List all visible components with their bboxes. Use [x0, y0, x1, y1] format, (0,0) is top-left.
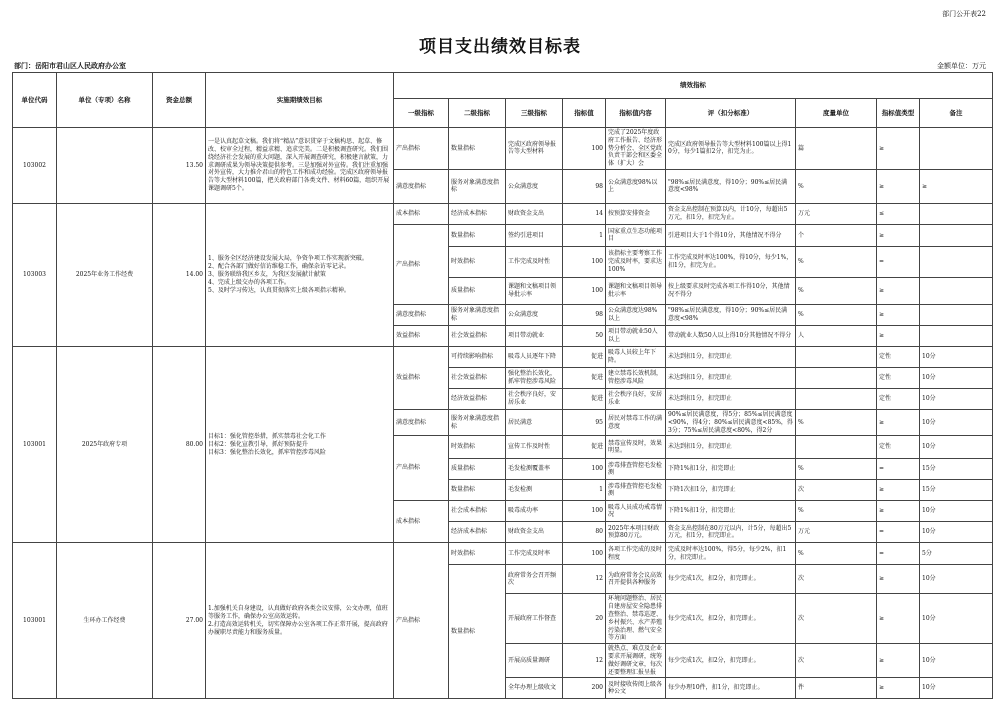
value-type: ≥ [877, 224, 920, 246]
scoring-standard: 完成及时率达100%，得5分，每少2%，扣1分，扣完即止。 [666, 543, 796, 565]
level2-indicator: 服务对象满意度指标 [449, 409, 506, 435]
remark: 10分 [920, 409, 993, 435]
header-target: 实施期绩效目标 [206, 73, 394, 128]
level1-indicator: 产出指标 [394, 224, 449, 304]
remark: 10分 [920, 346, 993, 367]
level3-indicator: 政府常务会召开频次 [506, 565, 563, 594]
measure-unit [796, 388, 877, 409]
level3-indicator: 财政资金支出 [506, 203, 563, 224]
scoring-standard: 资金支出控制在80万元以内，计5分，每超出5万元，扣1分，扣完即止。 [666, 522, 796, 543]
department-label: 部门：岳阳市君山区人民政府办公室 [14, 61, 126, 70]
scoring-standard: 90%≤居民满意度，得5分；85%≤居民满意度<90%，得4分；80%≤居民满意度<85%，得3分；75%≤居民满意度<80%，得2分 [666, 409, 796, 435]
indicator-content: 国家重点生态功能项目 [606, 224, 666, 246]
remark: 10分 [920, 367, 993, 388]
indicator-content: 社会秩序良好，安居乐业 [606, 388, 666, 409]
header-amount: 资金总额 [153, 73, 206, 128]
remark: 10分 [920, 522, 993, 543]
header-performance: 绩效指标 [394, 73, 993, 99]
indicator-content: 吸毒人员成功戒毒情况 [606, 501, 666, 522]
indicator-value: 95 [563, 409, 606, 435]
value-type: = [877, 459, 920, 480]
project-code: 103001 [13, 543, 57, 699]
value-type: = [877, 246, 920, 277]
remark: 10分 [920, 678, 993, 699]
indicator-content: 2025年本项目财政预算80万元。 [606, 522, 666, 543]
project-code: 103002 [13, 128, 57, 204]
remark [920, 224, 993, 246]
indicator-content: 涉毒排查管控毛发检测 [606, 480, 666, 501]
measure-unit: 人 [796, 325, 877, 346]
value-type: ≥ [877, 128, 920, 170]
scoring-standard: 未达到扣1分，扣完即止 [666, 367, 796, 388]
remark: 10分 [920, 644, 993, 678]
indicator-value: 100 [563, 128, 606, 170]
indicator-content: 吸毒人员较上年下降。 [606, 346, 666, 367]
value-type: = [877, 522, 920, 543]
indicator-value: 促进 [563, 388, 606, 409]
scoring-standard: 每少完成1次，扣2分，扣完即止。 [666, 594, 796, 644]
header-value-type: 指标值类型 [877, 99, 920, 128]
level3-indicator: 强化整治长效化，抓牢管控涉毒风险 [506, 367, 563, 388]
amount-unit-label: 金额单位：万元 [937, 62, 986, 70]
indicator-content: 公众满意度98%以上 [606, 169, 666, 203]
level3-indicator: 完成区政府领导报告等大型材料 [506, 128, 563, 170]
header-project: 单位（专项）名称 [57, 73, 153, 128]
scoring-standard: "98%≤居民满意度，得10分；90%≤居民满意度<98% [666, 169, 796, 203]
indicator-content: 环境问题整治、居民自建房屋安全隐患排查整治、禁毒巡逻、乡村振兴、水产养殖污染治理、燃气安全等方面 [606, 594, 666, 644]
level2-indicator: 服务对象满意度指标 [449, 304, 506, 325]
indicator-value: 80 [563, 522, 606, 543]
level3-indicator: 全年办理上级收文 [506, 678, 563, 699]
value-type: 定性 [877, 346, 920, 367]
level1-indicator: 效益指标 [394, 325, 449, 346]
measure-unit [796, 346, 877, 367]
level2-indicator: 时效指标 [449, 543, 506, 565]
scoring-standard: 每少完成1次，扣2分，扣完即止。 [666, 644, 796, 678]
scoring-standard: 下降1次扣1分，扣完即止 [666, 480, 796, 501]
indicator-content: 各项工作完成的及时程度 [606, 543, 666, 565]
indicator-value: 1 [563, 224, 606, 246]
project-name [57, 128, 153, 204]
remark [920, 128, 993, 170]
level2-indicator: 数量指标 [449, 224, 506, 246]
header-level1: 一级指标 [394, 99, 449, 128]
remark [920, 246, 993, 277]
value-type: ≥ [877, 409, 920, 435]
scoring-standard: 带动就业人数50人以上得10分其他情况不得分 [666, 325, 796, 346]
level3-indicator: 宣传工作及时性 [506, 436, 563, 459]
measure-unit: % [796, 459, 877, 480]
table-row [13, 543, 993, 565]
indicator-content: 课题和文稿项目领导批示率 [606, 277, 666, 304]
indicator-value: 100 [563, 246, 606, 277]
measure-unit: 篇 [796, 128, 877, 170]
table-row [13, 203, 993, 224]
scoring-standard: 下降1%扣1分，扣完即止 [666, 501, 796, 522]
indicator-value: 20 [563, 594, 606, 644]
remark: 10分 [920, 501, 993, 522]
value-type: 定性 [877, 436, 920, 459]
level2-indicator: 经济效益指标 [449, 388, 506, 409]
header-measure: 度量单位 [796, 99, 877, 128]
remark [920, 325, 993, 346]
indicator-content: 为政府常务会议高效召开提供各种服务 [606, 565, 666, 594]
indicator-value: 100 [563, 501, 606, 522]
page-title: 项目支出绩效目标表 [419, 37, 581, 57]
level3-indicator: 课题和文稿项目领导批示率 [506, 277, 563, 304]
level3-indicator: 开展高质量调研 [506, 644, 563, 678]
measure-unit: 次 [796, 480, 877, 501]
value-type: ≥ [877, 277, 920, 304]
project-amount: 27.00 [153, 543, 206, 699]
header-code: 单位代码 [13, 73, 57, 128]
indicator-content: 公众满意度达98%以上 [606, 304, 666, 325]
value-type: ≥ [877, 565, 920, 594]
project-target: 1、服务全区经济建设发展大局，争资争项工作实现新突破。 2、配合各部门做好信访维稳工作，确保杂访零记录。 3、服务联络我区乡友，为我区发展献计献策 4、完成上级交办的各项工作。 5、及时学习传达，认真贯彻落实上级各项指示精神。 [206, 203, 394, 346]
remark: 5分 [920, 543, 993, 565]
indicator-content: 就热点、难点及企业要求开展调研，统筹做好调研文章，每次还要整理汇报呈报 [606, 644, 666, 678]
level1-indicator: 产出指标 [394, 128, 449, 170]
project-name: 生环办工作经费 [57, 543, 153, 699]
remark [920, 304, 993, 325]
level3-indicator: 公众满意度 [506, 169, 563, 203]
project-target: 目标1：强化管控举措，抓实禁毒社会化工作 目标2：强化宣教引导，抓好预防提升 目标3：强化整治长效化，抓牢管控涉毒风险 [206, 346, 394, 542]
measure-unit: % [796, 169, 877, 203]
measure-unit: % [796, 543, 877, 565]
level1-indicator: 满意度指标 [394, 304, 449, 325]
level3-indicator: 项目带动就业 [506, 325, 563, 346]
indicator-value: 促进 [563, 367, 606, 388]
level3-indicator: 开展政府工作督查 [506, 594, 563, 644]
project-amount: 14.00 [153, 203, 206, 346]
measure-unit [796, 367, 877, 388]
level2-indicator: 社会效益指标 [449, 367, 506, 388]
indicator-value: 促进 [563, 346, 606, 367]
remark [920, 203, 993, 224]
scoring-standard: 完成区政府领导报告等大型材料100篇以上得10分，每少1篇扣2分，扣完为止。 [666, 128, 796, 170]
measure-unit: 万元 [796, 522, 877, 543]
scoring-standard: 未达到扣1分，扣完即止 [666, 346, 796, 367]
scoring-standard: 每少办理10件，扣1分，扣完即止。 [666, 678, 796, 699]
indicator-content: 建立禁毒长效机制，管控涉毒风险 [606, 367, 666, 388]
level2-indicator: 经济成本指标 [449, 522, 506, 543]
measure-unit: % [796, 501, 877, 522]
indicator-content: 涉毒排查管控毛发检测 [606, 459, 666, 480]
project-code: 103001 [13, 346, 57, 542]
remark [920, 277, 993, 304]
scoring-standard: 未达到扣1分，扣完即止 [666, 388, 796, 409]
value-type: ≥ [877, 325, 920, 346]
indicator-value: 50 [563, 325, 606, 346]
level2-indicator: 社会效益指标 [449, 325, 506, 346]
remark: 10分 [920, 388, 993, 409]
project-name: 2025年政府专项 [57, 346, 153, 542]
scoring-standard: 引进项目大于1个得10分，其他情况不得分 [666, 224, 796, 246]
indicator-content: 按预算安排资金 [606, 203, 666, 224]
remark: 10分 [920, 565, 993, 594]
scoring-standard: 按上级要求及时完成各项工作得10分，其他情况不得分 [666, 277, 796, 304]
value-type: ≥ [877, 480, 920, 501]
level1-indicator: 成本指标 [394, 501, 449, 543]
indicator-content: 项目带动就业50人以上 [606, 325, 666, 346]
measure-unit: 万元 [796, 203, 877, 224]
measure-unit [796, 436, 877, 459]
value-type: 定性 [877, 367, 920, 388]
level1-indicator: 产出指标 [394, 543, 449, 699]
value-type: ≥ [877, 594, 920, 644]
indicator-value: 100 [563, 459, 606, 480]
header-value: 指标值 [563, 99, 606, 128]
project-target: 一是认真起草文稿。我们将“精品”意识贯穿于文稿构思、起草、修改、校审全过程，精益求精、追求完美。二是积极调查研究。我们围绕经济社会发展的重大问题，深入开展调查研究，积极建言献策，力求调研成果为领导决策提供参考。三是加强对外宣传。我们注重加强对外宣传，大力推介君山的特色工作和成功经验。完成区政府领导报告等大型材料100篇，把关政府部门各类文件、材料60篇，组织开展课题调研5个。 [206, 128, 394, 204]
remark: 10分 [920, 594, 993, 644]
scoring-standard: 工作完成及时率达100%，得10分，每少1%，扣1分，扣完为止。 [666, 246, 796, 277]
level3-indicator: 居民满意 [506, 409, 563, 435]
remark: 10分 [920, 436, 993, 459]
level2-indicator: 经济成本指标 [449, 203, 506, 224]
measure-unit: 个 [796, 224, 877, 246]
value-type: 定性 [877, 388, 920, 409]
project-amount: 80.00 [153, 346, 206, 542]
scoring-standard: 下降1%扣1分，扣完即止 [666, 459, 796, 480]
indicator-value: 100 [563, 543, 606, 565]
form-number: 部门公开表22 [942, 10, 986, 18]
indicator-value: 200 [563, 678, 606, 699]
level1-indicator: 成本指标 [394, 203, 449, 224]
measure-unit: % [796, 409, 877, 435]
level1-indicator: 满意度指标 [394, 169, 449, 203]
indicator-value: 12 [563, 644, 606, 678]
header-level2: 二级指标 [449, 99, 506, 128]
scoring-standard: 资金支出控制在预算以内，计10分，每超出5万元，扣1分，扣完为止。 [666, 203, 796, 224]
header-score: 评（扣分标准） [666, 99, 796, 128]
indicator-content: 居民对禁毒工作的满意度 [606, 409, 666, 435]
value-type: ≥ [877, 678, 920, 699]
project-amount: 13.50 [153, 128, 206, 204]
level1-indicator: 效益指标 [394, 346, 449, 409]
indicator-value: 1 [563, 480, 606, 501]
value-type: = [877, 543, 920, 565]
level2-indicator: 质量指标 [449, 277, 506, 304]
scoring-standard: "98%≤居民满意度，得10分；90%≤居民满意度<98% [666, 304, 796, 325]
level2-indicator: 数量指标 [449, 480, 506, 501]
value-type: ≥ [877, 169, 920, 203]
measure-unit: 次 [796, 644, 877, 678]
value-type: ≥ [877, 304, 920, 325]
measure-unit: % [796, 246, 877, 277]
remark: 15分 [920, 480, 993, 501]
indicator-value: 98 [563, 304, 606, 325]
level2-indicator: 质量指标 [449, 459, 506, 480]
level3-indicator: 吸毒人员逐年下降 [506, 346, 563, 367]
indicator-content: 完成了2025年度政府工作报告、经济形势分析会、全区党政负责干部会和区委全体（扩大）会 [606, 128, 666, 170]
level3-indicator: 社会秩序良好，安居乐业 [506, 388, 563, 409]
indicator-value: 14 [563, 203, 606, 224]
value-type: ≥ [877, 501, 920, 522]
project-target: 1.加强机关自身建设，认真做好政府各类会议安排，公文办理，值班等服务工作，确保办公室高效运转。 2.打造高效运转机关，切实保障办公室各项工作正常开展，提高政府办履职尽责能力和服务质量。 [206, 543, 394, 699]
value-type: ≥ [877, 644, 920, 678]
value-type: ≤ [877, 203, 920, 224]
indicator-content: 及时接收传阅上级各种公文 [606, 678, 666, 699]
indicator-content: 禁毒宣传及时，效果明显。 [606, 436, 666, 459]
level3-indicator: 公众满意度 [506, 304, 563, 325]
level2-indicator: 数量指标 [449, 565, 506, 699]
project-name: 2025年业务工作经费 [57, 203, 153, 346]
scoring-standard: 未达到扣1分，扣完即止 [666, 436, 796, 459]
level1-indicator: 产出指标 [394, 436, 449, 501]
level2-indicator: 社会成本指标 [449, 501, 506, 522]
level3-indicator: 财政资金支出 [506, 522, 563, 543]
indicator-value: 98 [563, 169, 606, 203]
project-code: 103003 [13, 203, 57, 346]
level2-indicator: 数量指标 [449, 128, 506, 170]
performance-target-table [12, 72, 993, 699]
level3-indicator: 工作完成及时率 [506, 543, 563, 565]
level3-indicator: 吸毒成功率 [506, 501, 563, 522]
level3-indicator: 工作完成及时性 [506, 246, 563, 277]
table-row [13, 346, 993, 367]
remark: 15分 [920, 459, 993, 480]
level1-indicator: 满意度指标 [394, 409, 449, 435]
level2-indicator: 服务对象满意度指标 [449, 169, 506, 203]
measure-unit: % [796, 277, 877, 304]
level2-indicator: 可持续影响指标 [449, 346, 506, 367]
measure-unit: % [796, 304, 877, 325]
header-remark: 备注 [920, 99, 993, 128]
level3-indicator: 毛发检测覆盖率 [506, 459, 563, 480]
indicator-content: 该指标主要考察工作完成及时率，要求达100% [606, 246, 666, 277]
measure-unit: 次 [796, 565, 877, 594]
header-content: 指标值内容 [606, 99, 666, 128]
indicator-value: 促进 [563, 436, 606, 459]
level3-indicator: 签约引进项目 [506, 224, 563, 246]
indicator-value: 100 [563, 277, 606, 304]
measure-unit: 次 [796, 594, 877, 644]
scoring-standard: 每少完成1次，扣2分，扣完即止。 [666, 565, 796, 594]
header-level3: 三级指标 [506, 99, 563, 128]
remark: ≥ [920, 169, 993, 203]
indicator-value: 12 [563, 565, 606, 594]
level2-indicator: 时效指标 [449, 246, 506, 277]
level2-indicator: 时效指标 [449, 436, 506, 459]
measure-unit: 件 [796, 678, 877, 699]
table-row [13, 128, 993, 170]
level3-indicator: 毛发检测 [506, 480, 563, 501]
